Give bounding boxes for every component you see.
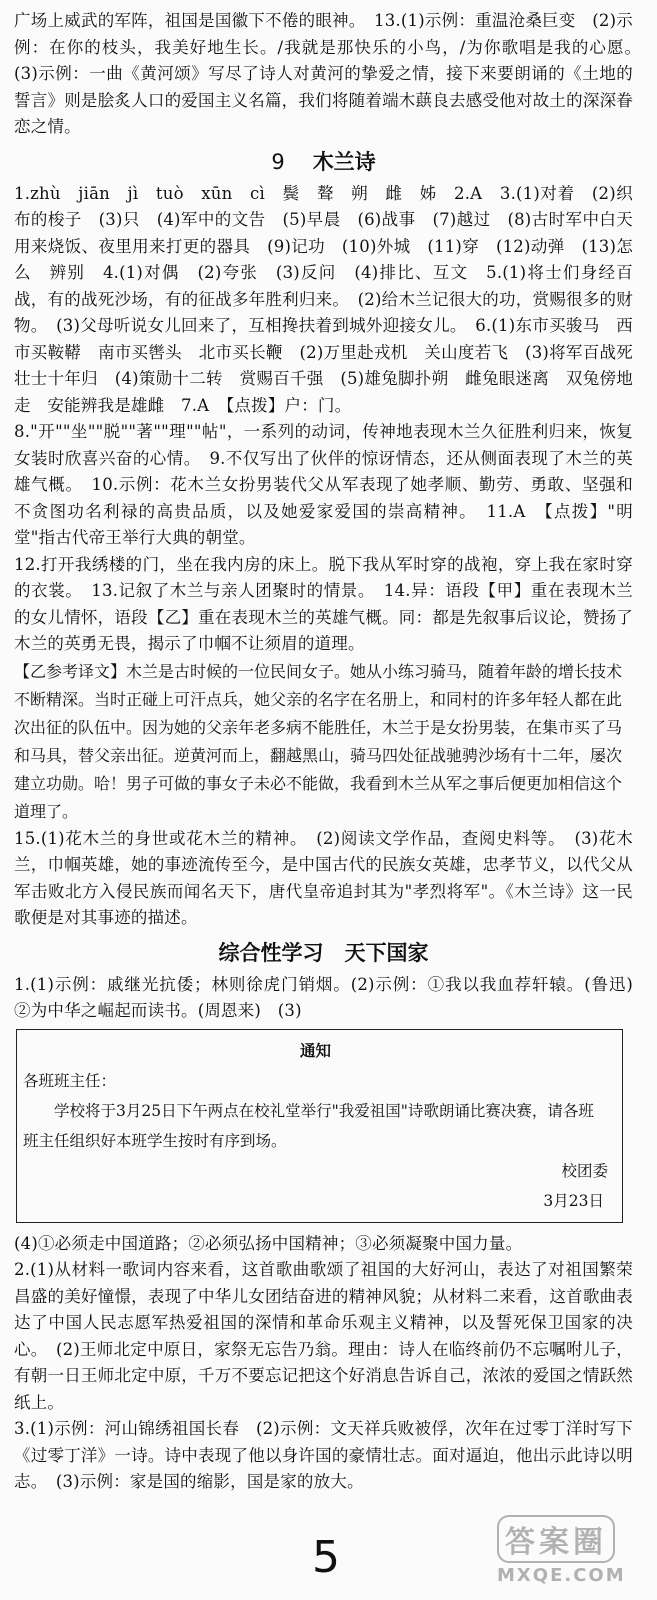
answer-paragraph-9: 3.(1)示例：河山锦绣祖国长春 (2)示例：文天祥兵败被俘，次年在过零丁洋时写下《过零丁洋》一诗。诗中表现了他以身许国的豪情壮志。面对逼迫，他出示此诗以明志。 (3)示例：家是国的缩影，国是家的放大。 [14, 1419, 633, 1491]
answer-paragraph-3: 8."开""坐""脱""著""理""帖"，一系列的动词，传神地表现木兰久征胜利归来，恢复女装时欣喜兴奋的心情。 9.不仅写出了伙伴的惊讶情态，还从侧面表现了木兰的英雄气概。 10.示例：花木兰女扮男装代父从军表现了她孝顺、勤劳、勇敢、坚强和不贪图功名利禄的高贵品质，以及她爱家爱国的崇高精神。 11.A 【点拨】"明堂"指古代帝王举行大典的朝堂。 [14, 422, 633, 547]
notice-title: 通知 [299, 1041, 331, 1060]
section-heading-mulan [14, 147, 633, 177]
notice-salutation: 各班班主任： [23, 1071, 117, 1090]
section-number: 9 [271, 149, 285, 174]
notice-signature: 校团委 [561, 1161, 608, 1180]
answer-paragraph-4: 12.打开我绣楼的门，坐在我内房的床上。脱下我从军时穿的战袍，穿上我在家时穿的衣裳。 13.记叙了木兰与亲人团聚时的情景。 14.异：语段【甲】重在表现木兰的女儿情怀，语段【乙】重在表现木兰的英雄气概。同：都是先叙事后议论，赞扬了木兰的英勇无畏，揭示了巾帼不让须眉的道理。 [14, 554, 633, 653]
answer-paragraph-8: 2.(1)从材料一歌词内容来看，这首歌曲歌颂了祖国的大好河山，表达了对祖国繁荣昌盛的美好憧憬，表现了中华儿女团结奋进的精神风貌；从材料二来看，这首歌曲表达了中国人民志愿军热爱祖国的深情和革命乐观主义精神，以及誓死保卫国家的决心。 (2)王师北定中原日，家祭无忘告乃翁。理由：诗人在临终前仍不忘嘱咐儿子，有朝一日王师北定中原，千万不要忘记把这个好消息告诉自己，浓浓的爱国之情跃然纸上。 [14, 1260, 633, 1412]
answer-paragraph-1: 广场上威武的军阵，祖国是国徽下不倦的眼神。 13.(1)示例：重温沧桑巨变 (2)示例：在你的枝头，我美好地生长。/我就是那快乐的小鸟，/为你歌唱是我的心愿。 (3)示例：一曲《黄河颂》写尽了诗人对黄河的挚爱之情，接下来要朗诵的《土地的誓言》则是脍炙人口的爱国主义名篇，我们将随着端木蕻良去感受他对故土的深深眷恋之情。 [14, 11, 650, 136]
answer-paragraph-5: 15.(1)花木兰的身世或花木兰的精神。 (2)阅读文学作品，查阅史料等。 (3)花木兰，巾帼英雄，她的事迹流传至今，是中国古代的民族女英雄，忠孝节义，以代父从军击败北方入侵民族而闻名天下，唐代皇帝追封其为"孝烈将军"。《木兰诗》这一民歌便是对其事迹的描述。 [14, 828, 633, 927]
watermark-logo [497, 1515, 647, 1595]
reference-translation: 【乙参考译文】木兰是古时候的一位民间女子。她从小练习骑马，随着年龄的增长技术不断精深。当时正碰上可汗点兵，她父亲的名字在名册上，和同村的许多年轻人都在此次出征的队伍中。因为她的父亲年老多病不能胜任，木兰于是女扮男装，在集市买了马和马具，替父亲出征。逆黄河而上，翻越黑山，骑马四处征战驰骋沙场有十二年，屡次建立功勋。哈！男子可做的事女子未必不能做，我看到木兰从军之事后便更加相信这个道理了。 [14, 661, 623, 821]
notice-date: 3月23日 [543, 1191, 604, 1210]
answer-paragraph-6: 1.(1)示例：戚继光抗倭；林则徐虎门销烟。(2)示例：①我以我血荐轩辕。(鲁迅) ②为中华之崛起而读书。(周恩来) (3) [14, 974, 650, 1020]
watermark-text-url: MXQE.COM [497, 1565, 626, 1586]
watermark-text-cn: 答案圈 [497, 1515, 615, 1563]
section-title-text-2: 综合性学习 天下国家 [218, 940, 429, 965]
notice-body: 学校将于3月25日下午两点在校礼堂举行"我爱祖国"诗歌朗诵比赛决赛，请各班班主任组织好本班学生按时有序到场。 [23, 1101, 594, 1150]
page-number: 5 [312, 1532, 340, 1583]
notice-box [16, 1029, 623, 1223]
answer-paragraph-7: (4)①必须走中国道路；②必须弘扬中国精神；③必须凝聚中国力量。 [14, 1233, 523, 1253]
answer-paragraph-2: 1.zhù jiān jì tuò xūn cì 鬓 聱 朔 雌 姊 2.A 3.(1)对着 (2)织布的梭子 (3)只 (4)军中的文告 (5)早晨 (6)战事 (7)越过 (8)古时军中白天用来烧饭、夜里用来打更的器具 (9)记功 (10)外城 (11)穿 (12)动弹 (13)怎么 辨别 4.(1)对偶 (2)夸张 (3)反问 (4)排比、互文 5.(1)将士们身经百战，有的战死沙场，有的征战多年胜利归来。 (2)给木兰记很大的功，赏赐很多的财物。 (3)父母听说女儿回来了，互相搀扶着到城外迎接女儿。 6.(1)东市买骏马 西市买鞍鞯 南市买辔头 北市买长鞭 (2)万里赴戎机 关山度若飞 (3)将军百战死 壮士十年归 (4)策勋十二转 赏赐百千强 (5)雄兔脚扑朔 雌兔眼迷离 双兔傍地走 安能辨我是雄雌 7.A 【点拨】户：门。 [14, 183, 650, 415]
section-title-text: 木兰诗 [312, 149, 376, 174]
section-heading-comprehensive [14, 938, 633, 968]
